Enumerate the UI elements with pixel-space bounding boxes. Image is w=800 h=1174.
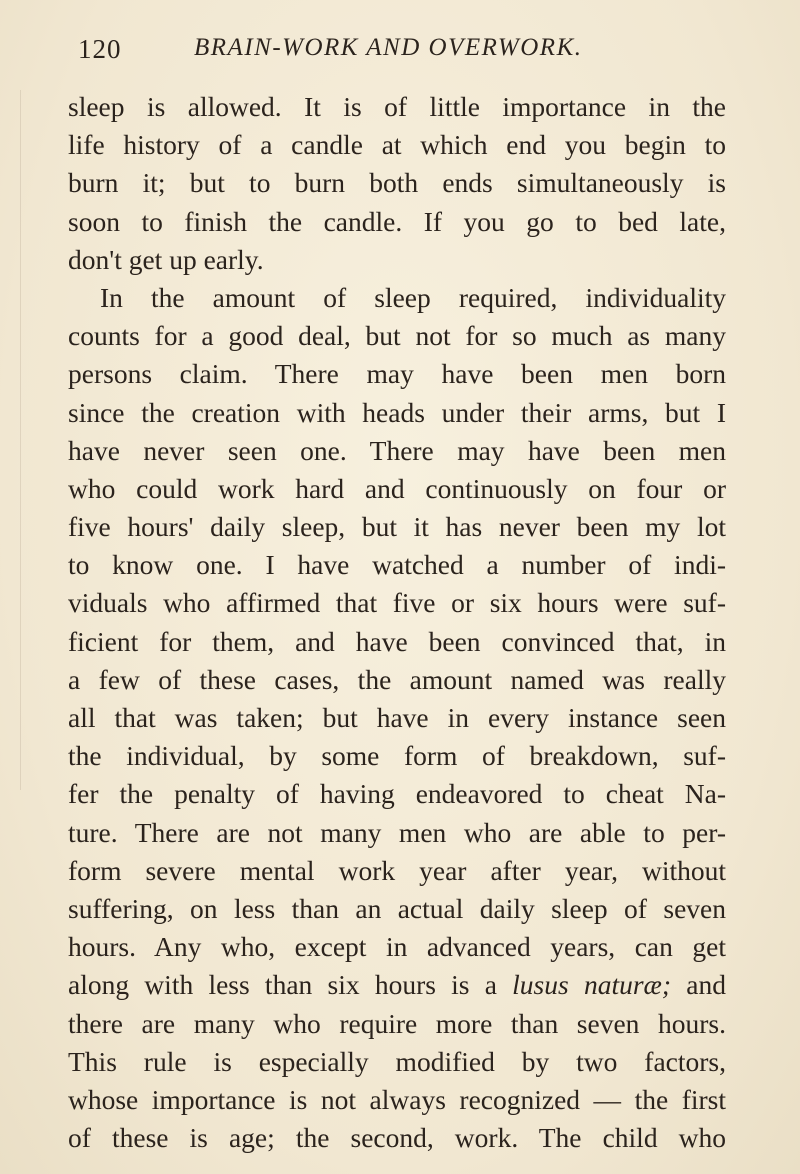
text-line: don't get up early. [68, 243, 264, 275]
text-line: who could work hard and continuously on four or [68, 472, 726, 504]
text-segment: and [671, 969, 726, 1001]
text-line: soon to finish the candle. If you go to bed late, [68, 205, 726, 237]
text-line-with-italic [68, 966, 726, 1004]
text-line: This rule is especially modified by two factors, [68, 1045, 726, 1077]
text-line: a few of these cases, the amount named was really [68, 663, 726, 695]
text-line: all that was taken; but have in every instance seen [68, 702, 726, 733]
running-head: BRAIN-WORK AND OVERWORK. [194, 34, 583, 61]
page-show-through [20, 90, 71, 790]
text-line: the individual, by some form of breakdown, suf- [68, 740, 726, 772]
text-line: have never seen one. There may have been men [68, 434, 726, 466]
text-line: suffering, on less than an actual daily sleep of seven [68, 892, 726, 924]
text-line: life history of a candle at which end you begin to [68, 129, 726, 161]
text-line: ficient for them, and have been convinced that, in [68, 625, 726, 657]
text-line: fer the penalty of having endeavored to cheat Na- [68, 778, 726, 810]
text-segment: along with less than six hours is a [68, 969, 513, 1001]
text-line: sleep is allowed. It is of little importance in the [68, 91, 726, 122]
text-line: hours. Any who, except in advanced years, can get [68, 931, 726, 963]
text-line: ture. There are not many men who are able to per- [68, 816, 726, 848]
text-line: burn it; but to burn both ends simultaneously is [68, 167, 726, 199]
body-text [68, 88, 726, 1157]
text-line: persons claim. There may have been men born [68, 358, 726, 390]
text-line: since the creation with heads under their arms, but I [68, 396, 726, 428]
italic-phrase: lusus naturæ; [512, 969, 672, 1001]
page-number: 120 [78, 34, 122, 64]
text-line: counts for a good deal, but not for so much as many [68, 320, 726, 352]
text-line: In the amount of sleep required, individuality [100, 281, 726, 313]
text-line: whose importance is not always recognized — the first [68, 1083, 726, 1115]
text-line: five hours' daily sleep, but it has never been my lot [68, 511, 726, 543]
text-line: viduals who affirmed that five or six hours were suf- [68, 587, 726, 619]
text-line: form severe mental work year after year, without [68, 854, 726, 886]
text-line: there are many who require more than seven hours. [68, 1007, 726, 1039]
text-line: to know one. I have watched a number of indi- [68, 549, 726, 581]
text-line: of these is age; the second, work. The child who [68, 1122, 726, 1154]
page-header [78, 34, 728, 70]
